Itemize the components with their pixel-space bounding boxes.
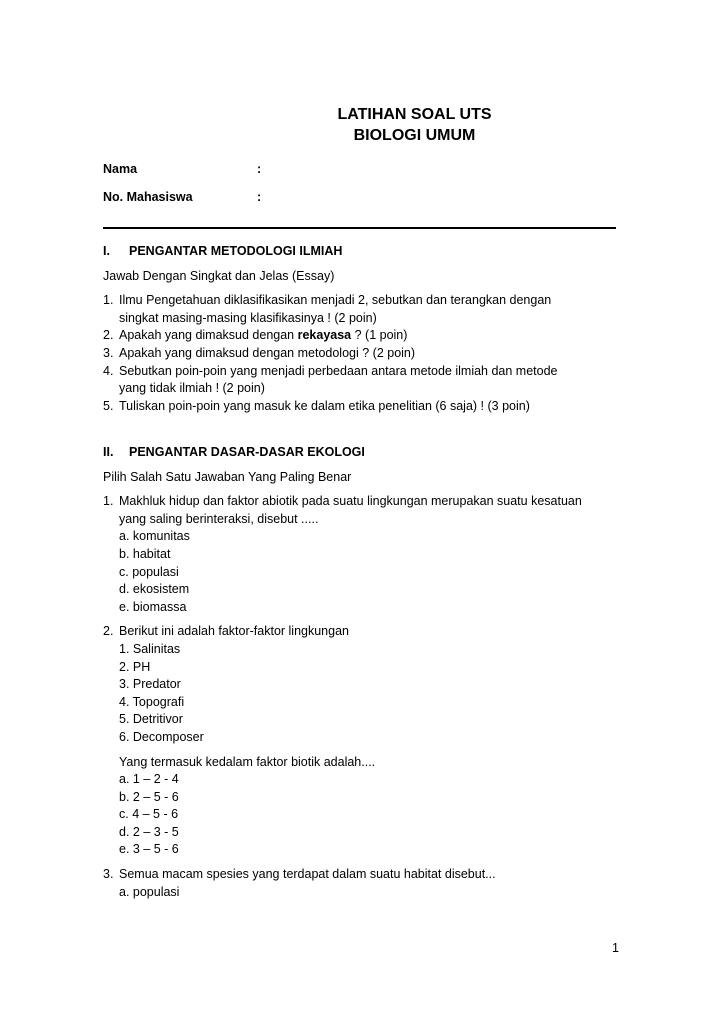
answer-option: d. 2 – 3 - 5 bbox=[119, 824, 179, 839]
answer-option: e. biomassa bbox=[119, 599, 187, 614]
mc-question-1 bbox=[103, 493, 616, 616]
question-text: Apakah yang dimaksud dengan bbox=[119, 328, 298, 343]
title-line-2: BIOLOGI UMUM bbox=[353, 127, 476, 144]
answer-option: b. 2 – 5 - 6 bbox=[119, 789, 179, 804]
factor-item: 6. Decomposer bbox=[119, 729, 204, 744]
mc-question-2 bbox=[103, 623, 616, 859]
name-row bbox=[103, 161, 261, 179]
answer-option: c. 4 – 5 - 6 bbox=[119, 807, 179, 822]
answer-option: c. populasi bbox=[119, 564, 179, 579]
answer-option: e. 3 – 5 - 6 bbox=[119, 842, 179, 857]
section-1-title: PENGANTAR METODOLOGI ILMIAH bbox=[129, 244, 343, 258]
question-number: 2. bbox=[103, 328, 114, 343]
essay-question-2 bbox=[103, 327, 616, 345]
question-keyword: rekayasa bbox=[297, 328, 352, 343]
student-number-colon: : bbox=[257, 190, 262, 204]
section-1-number: I. bbox=[103, 244, 110, 258]
factor-list bbox=[119, 641, 616, 747]
factor-item: 5. Detritivor bbox=[119, 712, 183, 727]
student-number-label: No. Mahasiswa bbox=[103, 190, 193, 204]
answer-options bbox=[119, 884, 616, 902]
answer-option: b. habitat bbox=[119, 546, 171, 561]
essay-question-3 bbox=[103, 345, 616, 363]
section-2-heading bbox=[103, 444, 616, 462]
answer-options bbox=[119, 528, 616, 616]
factor-item: 2. PH bbox=[119, 659, 151, 674]
factor-item: 3. Predator bbox=[119, 677, 181, 692]
question-number: 3. bbox=[103, 345, 114, 360]
answer-option: a. populasi bbox=[119, 884, 180, 899]
student-number-row bbox=[103, 189, 261, 207]
answer-option: a. 1 – 2 - 4 bbox=[119, 772, 179, 787]
section-2-number: II. bbox=[103, 445, 114, 459]
name-colon: : bbox=[257, 162, 262, 176]
essay-question-1 bbox=[103, 292, 616, 327]
multiple-choice-list bbox=[103, 493, 616, 901]
document-page bbox=[103, 0, 619, 1017]
factor-item: 1. Salinitas bbox=[119, 641, 181, 656]
question-text-end: ? (1 poin) bbox=[351, 328, 408, 343]
question-number: 1. bbox=[103, 494, 114, 509]
question-text: Apakah yang dimaksud dengan metodologi ? (2 poin) bbox=[119, 345, 416, 360]
section-1-heading bbox=[103, 243, 616, 261]
section-2 bbox=[103, 444, 616, 908]
page-number: 1 bbox=[612, 941, 619, 955]
question-text-cont: singkat masing-masing klasifikasinya ! (2 poin) bbox=[119, 310, 377, 325]
question-number: 5. bbox=[103, 398, 114, 413]
question-text: Tuliskan poin-poin yang masuk ke dalam etika penelitian (6 saja) ! (3 poin) bbox=[119, 398, 530, 413]
question-text: Ilmu Pengetahuan diklasifikasikan menjadi 2, sebutkan dan terangkan dengan bbox=[119, 293, 552, 308]
question-text-cont: yang tidak ilmiah ! (2 poin) bbox=[119, 381, 265, 396]
answer-option: d. ekosistem bbox=[119, 582, 190, 597]
title-line-1: LATIHAN SOAL UTS bbox=[337, 106, 492, 123]
question-prompt: Yang termasuk kedalam faktor biotik adalah.... bbox=[119, 754, 376, 769]
question-number: 3. bbox=[103, 867, 114, 882]
section-2-title: PENGANTAR DASAR-DASAR EKOLOGI bbox=[129, 445, 365, 459]
document-title bbox=[103, 104, 616, 146]
section-2-instruction: Pilih Salah Satu Jawaban Yang Paling Benar bbox=[103, 469, 352, 484]
question-number: 4. bbox=[103, 363, 114, 378]
mc-question-3 bbox=[103, 866, 616, 901]
answer-options bbox=[119, 771, 616, 859]
name-label: Nama bbox=[103, 162, 138, 176]
section-1-instruction: Jawab Dengan Singkat dan Jelas (Essay) bbox=[103, 268, 335, 283]
factor-item: 4. Topografi bbox=[119, 694, 185, 709]
question-text: Sebutkan poin-poin yang menjadi perbedaan antara metode ilmiah dan metode bbox=[119, 363, 558, 378]
answer-option: a. komunitas bbox=[119, 529, 190, 544]
essay-question-4 bbox=[103, 363, 616, 398]
section-1 bbox=[103, 243, 616, 415]
question-text: Semua macam spesies yang terdapat dalam suatu habitat disebut... bbox=[119, 867, 496, 882]
question-text: Makhluk hidup dan faktor abiotik pada suatu lingkungan merupakan suatu kesatuan bbox=[119, 494, 582, 509]
question-number: 2. bbox=[103, 624, 114, 639]
essay-question-list bbox=[103, 292, 616, 415]
header-divider bbox=[103, 227, 616, 229]
essay-question-5 bbox=[103, 398, 616, 416]
question-text: Berikut ini adalah faktor-faktor lingkungan bbox=[119, 624, 349, 639]
question-text-cont: yang saling berinteraksi, disebut ..... bbox=[119, 511, 319, 526]
question-number: 1. bbox=[103, 293, 114, 308]
